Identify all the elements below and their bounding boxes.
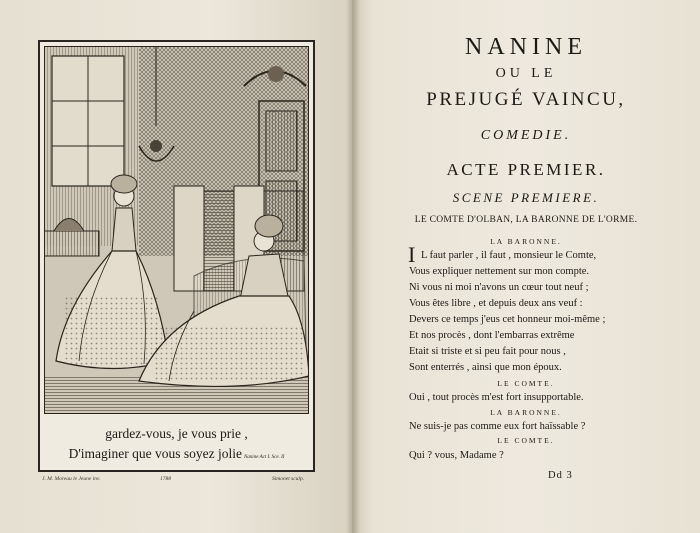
verse-line: Qui ? vous, Madame ? xyxy=(409,450,504,461)
verse-line: Oui , tout procès m'est fort insupportable. xyxy=(409,392,584,403)
engraving-illustration xyxy=(44,46,309,414)
verse-line: Ni vous ni moi n'avons un cœur tout neuf ; xyxy=(409,282,589,293)
credit-year: 1788 xyxy=(160,476,171,482)
act-heading: ACTE PREMIER. xyxy=(446,160,606,179)
speaker-comte: LE COMTE. xyxy=(497,436,555,445)
play-title: NANINE xyxy=(465,34,587,60)
page-signature: Dd 3 xyxy=(548,470,573,481)
speaker-comte: LE COMTE. xyxy=(497,379,555,388)
drop-cap: I xyxy=(408,242,416,267)
play-title-2: PREJUGÉ VAINCU, xyxy=(426,89,626,110)
credit-artist: J. M. Moreau le Jeune inv. xyxy=(42,476,101,482)
caption-reference: Nanine Act I. Sce. II xyxy=(243,455,285,460)
engraving-plate xyxy=(38,40,315,472)
verse-line: Et nos procès , dont l'embarras extrême xyxy=(409,330,575,341)
verse-line: Etait si triste et si peu fait pour nous , xyxy=(409,346,566,357)
caption-line-2 xyxy=(40,446,313,462)
genre-label: COMEDIE. xyxy=(480,128,572,143)
credit-engraver: Simonet sculp. xyxy=(272,476,305,482)
character-list: LE COMTE D'OLBAN, LA BARONNE DE L'ORME. xyxy=(414,215,638,225)
caption-line-1: gardez-vous, je vous prie , xyxy=(105,426,248,441)
scene-heading: SCENE PREMIERE. xyxy=(452,190,600,205)
verse-line: Vous expliquer nettement sur mon compte. xyxy=(409,266,590,277)
speaker-baronne: LA BARONNE. xyxy=(490,408,562,417)
verse-line: Ne suis-je pas comme eux fort haïssable ? xyxy=(409,421,586,432)
verse-line: L faut parler , il faut , monsieur le Comte, xyxy=(421,250,597,261)
speaker-baronne: LA BARONNE. xyxy=(490,237,562,246)
play-subtitle: OU LE xyxy=(495,66,557,81)
verse-line: Devers ce temps j'eus cet honneur moi-même ; xyxy=(409,314,606,325)
caption-line-2-text: D'imaginer que vous soyez jolie xyxy=(68,446,242,461)
verse-line: Vous êtes libre , et depuis deux ans veuf : xyxy=(409,298,583,309)
verse-line: Sont enterrés , ainsi que mon époux. xyxy=(409,362,562,373)
